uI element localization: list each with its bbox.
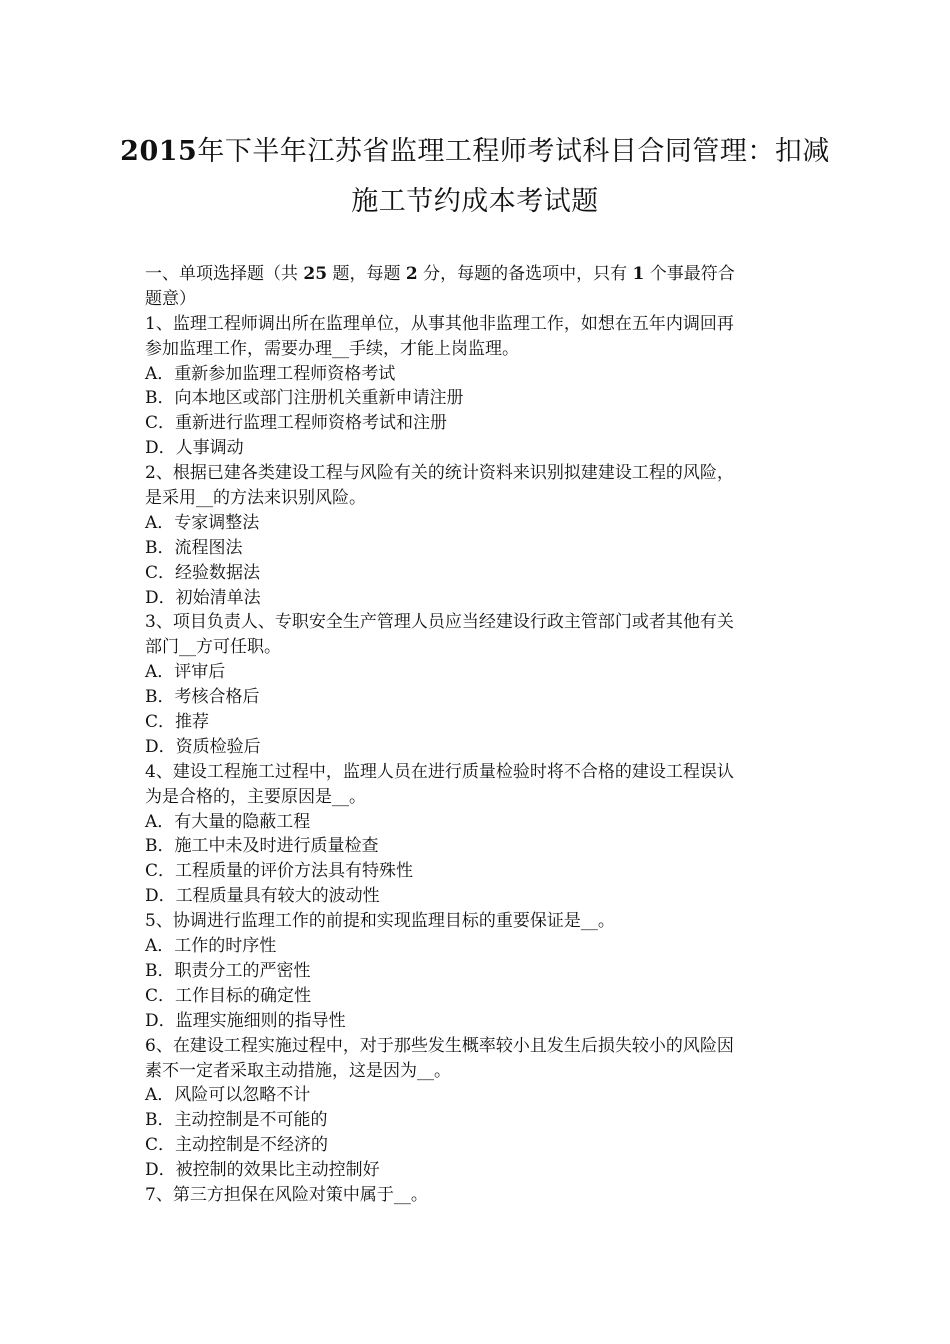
question-block — [145, 909, 810, 1033]
question-stem-line: 2、根据已建各类建设工程与风险有关的统计资料来识别拟建建设工程的风险， — [145, 463, 734, 484]
document-title-line-2: 施工节约成本考试题 — [351, 186, 599, 217]
question-block — [145, 312, 810, 461]
correct-option-count: 1 — [632, 264, 645, 284]
answer-option: B．施工中未及时进行质量检查 — [145, 836, 379, 857]
question-stem-line: 3、项目负责人、专职安全生产管理人员应当经建设行政主管部门或者其他有关 — [145, 612, 734, 633]
answer-option: B．流程图法 — [145, 537, 243, 558]
question-block — [145, 760, 810, 909]
question-list — [145, 312, 810, 1208]
question-stem-line: 素不一定者采取主动措施，这是因为__。 — [145, 1060, 451, 1081]
answer-option: C．推荐 — [145, 712, 210, 733]
question-block — [145, 1183, 810, 1208]
question-stem-line: 7、第三方担保在风险对策中属于__。 — [145, 1184, 428, 1205]
question-count: 25 — [303, 264, 328, 284]
question-block — [145, 1034, 810, 1183]
answer-option: A．重新参加监理工程师资格考试 — [145, 363, 396, 384]
section-heading-mid-1: 题，每题 — [327, 264, 406, 284]
document-body — [145, 262, 810, 1208]
answer-option: B．考核合格后 — [145, 687, 260, 708]
document-title-line-1 — [120, 136, 830, 168]
answer-option: A．专家调整法 — [145, 512, 260, 533]
answer-option: C．重新进行监理工程师资格考试和注册 — [145, 413, 448, 434]
answer-option: D．监理实施细则的指导性 — [145, 1010, 346, 1031]
answer-option: A．有大量的隐蔽工程 — [145, 811, 311, 832]
answer-option: A．风险可以忽略不计 — [145, 1085, 311, 1106]
question-stem-line: 6、在建设工程实施过程中，对于那些发生概率较小且发生后损失较小的风险因 — [145, 1035, 734, 1056]
question-stem-line: 1、监理工程师调出所在监理单位，从事其他非监理工作，如想在五年内调回再 — [145, 313, 734, 334]
answer-option: C．工程质量的评价方法具有特殊性 — [145, 861, 414, 882]
question-stem-line: 部门__方可任职。 — [145, 637, 281, 658]
answer-option: D．工程质量具有较大的波动性 — [145, 886, 380, 907]
section-heading-prefix: 一、单项选择题（共 — [145, 264, 304, 284]
answer-option: B．主动控制是不可能的 — [145, 1110, 328, 1131]
answer-option: D．人事调动 — [145, 438, 244, 459]
question-stem-line: 参加监理工作，需要办理__手续，才能上岗监理。 — [145, 338, 519, 359]
question-stem-line: 为是合格的，主要原因是__。 — [145, 786, 366, 807]
answer-option: C．主动控制是不经济的 — [145, 1135, 329, 1156]
answer-option: A．工作的时序性 — [145, 936, 277, 957]
title-year: 2015 — [120, 136, 198, 167]
question-stem-line: 是采用__的方法来识别风险。 — [145, 488, 366, 509]
answer-option: B．职责分工的严密性 — [145, 960, 311, 981]
section-heading-line-2: 题意） — [145, 288, 196, 309]
section-heading — [145, 262, 810, 287]
question-block — [145, 461, 810, 610]
answer-option: D．资质检验后 — [145, 736, 261, 757]
section-heading-suffix: 个事最符合 — [644, 264, 735, 284]
section-heading-mid-2: 分，每题的备选项中，只有 — [417, 264, 633, 284]
answer-option: C．工作目标的确定性 — [145, 985, 312, 1006]
answer-option: D．初始清单法 — [145, 587, 261, 608]
answer-option: A．评审后 — [145, 662, 226, 683]
points-per-question: 2 — [405, 264, 418, 284]
answer-option: B．向本地区或部门注册机关重新申请注册 — [145, 388, 464, 409]
question-stem-line: 5、协调进行监理工作的前提和实现监理目标的重要保证是__。 — [145, 911, 615, 932]
answer-option: C．经验数据法 — [145, 562, 261, 583]
question-block — [145, 610, 810, 759]
title-line-1-text: 年下半年江苏省监理工程师考试科目合同管理：扣减 — [197, 136, 830, 167]
answer-option: D．被控制的效果比主动控制好 — [145, 1160, 380, 1181]
question-stem-line: 4、建设工程施工过程中，监理人员在进行质量检验时将不合格的建设工程误认 — [145, 761, 734, 782]
